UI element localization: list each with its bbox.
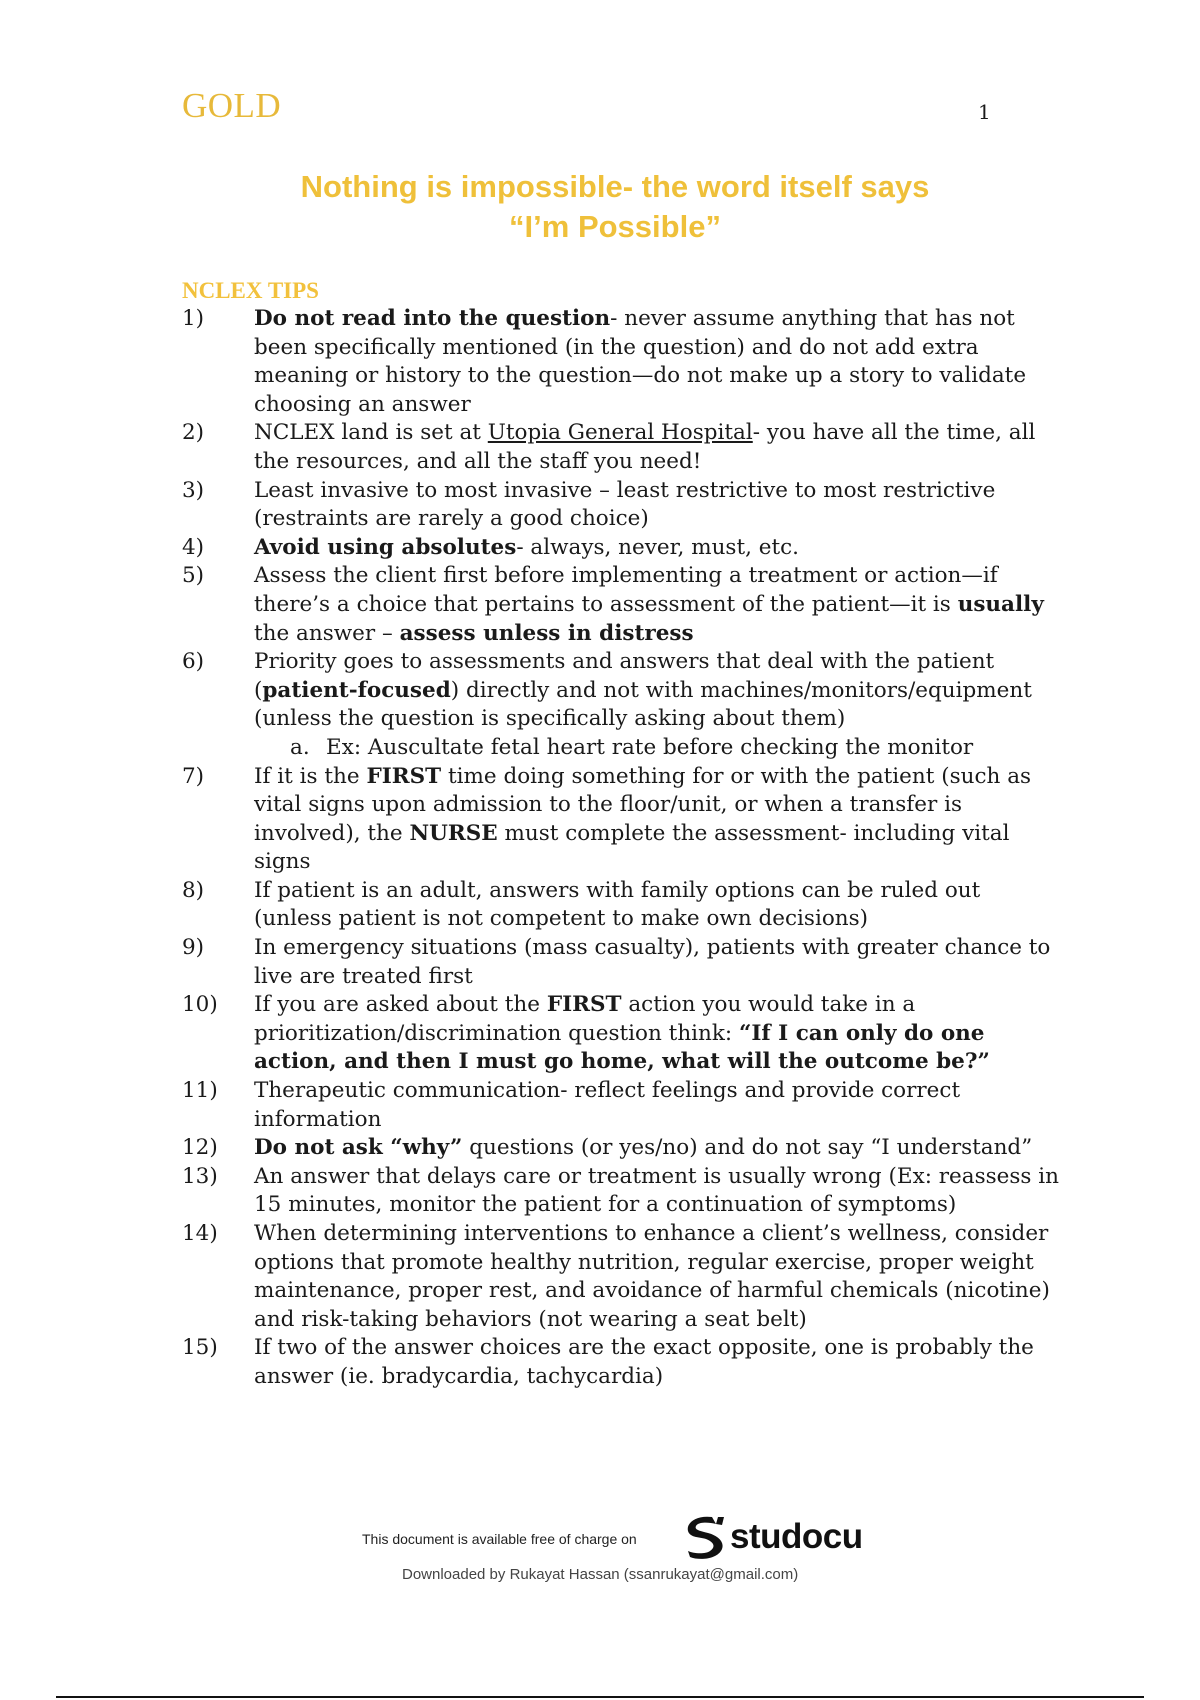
- footer-available-text: This document is available free of charge on: [362, 1531, 637, 1547]
- bottom-rule: [56, 1696, 1144, 1698]
- tip-item: [182, 763, 1062, 877]
- tip-emphasis: “If I can only do one action, and then I must go home, what will the outcome be?”: [254, 1020, 990, 1075]
- brand-header: GOLD: [182, 86, 282, 125]
- tip-text-run: - never assume anything that has not been specifically mentioned (in the question) and do not add extra meaning or history to the question—do not make up a story to validate choosing an answer: [254, 306, 1027, 417]
- tip-text: [254, 1078, 960, 1132]
- tip-number: 11): [182, 1078, 218, 1104]
- tip-number: 15): [182, 1335, 218, 1361]
- studocu-logo-text: studocu: [730, 1517, 863, 1556]
- tip-text-run: Assess the client first before implementing a treatment or action—if there’s a choice that pertains to assessment of the patient—it is: [254, 563, 998, 617]
- tip-text: [254, 1221, 1050, 1332]
- tip-item: [182, 934, 1062, 991]
- tip-number: 3): [182, 477, 205, 503]
- tip-text: [254, 420, 1035, 474]
- tip-sub-label: a.: [290, 734, 310, 760]
- tip-item: [182, 648, 1062, 762]
- tip-number: 10): [182, 992, 218, 1018]
- studocu-logo-icon: [682, 1513, 726, 1561]
- tip-sub-item: [290, 734, 1062, 763]
- tip-text-run: If you are asked about the: [254, 992, 547, 1018]
- tip-text-run: If two of the answer choices are the exact opposite, one is probably the answer (ie. bradycardia, tachycardia): [254, 1335, 1034, 1389]
- footer-downloaded-by: Downloaded by Rukayat Hassan (ssanrukayat@gmail.com): [402, 1566, 799, 1583]
- tip-text: [254, 306, 1026, 417]
- tip-emphasis: Do not ask “why”: [254, 1135, 463, 1161]
- tip-item: [182, 1134, 1062, 1163]
- tip-item: [182, 1220, 1062, 1334]
- tip-text-run: - always, never, must, etc.: [516, 534, 800, 560]
- tip-item: [182, 991, 1062, 1077]
- tip-text-run: must complete the assessment- including vital signs: [254, 820, 1010, 875]
- tip-text: [254, 1335, 1034, 1389]
- tip-number: 14): [182, 1221, 218, 1246]
- tip-sub-text: Ex: Auscultate fetal heart rate before checking the monitor: [326, 734, 974, 760]
- studocu-logo[interactable]: [682, 1513, 863, 1561]
- section-title: NCLEX TIPS: [182, 278, 319, 303]
- tip-text-run: When determining interventions to enhance a client’s wellness, consider options that promote healthy nutrition, regular exercise, proper weight maintenance, proper rest, and avoidance of harmful chemicals (nicotine) and risk-taking behaviors (not wearing a seat belt): [254, 1221, 1050, 1332]
- tip-item: [182, 877, 1062, 934]
- tip-item: [182, 562, 1062, 648]
- tip-text: [254, 649, 1032, 731]
- tips-list: [182, 305, 1062, 1392]
- tip-text: [254, 1135, 1032, 1160]
- tip-text-run: Therapeutic communication- reflect feelings and provide correct information: [254, 1078, 961, 1132]
- tip-text-run: ) directly and not with machines/monitors/equipment (unless the question is specifically asking about them): [254, 677, 1032, 732]
- tip-emphasis: patient-focused: [262, 677, 451, 703]
- tip-number: 12): [182, 1135, 218, 1161]
- tip-item: [182, 419, 1062, 476]
- tip-item: [182, 1163, 1062, 1220]
- tip-number: 7): [182, 763, 205, 789]
- tip-item: [182, 534, 1062, 563]
- tip-text-run: action you would take in a prioritization/discrimination question think:: [254, 992, 916, 1046]
- tip-emphasis: FIRST: [546, 992, 622, 1018]
- tip-underlined: Utopia General Hospital: [487, 420, 753, 446]
- tip-number: 4): [182, 534, 205, 560]
- tip-text-run: Priority goes to assessments and answers that deal with the patient (: [254, 649, 995, 703]
- quote-line-2: “I’m Possible”: [509, 209, 721, 244]
- motivational-quote: [150, 167, 1080, 247]
- quote-line-1: Nothing is impossible- the word itself says: [300, 169, 930, 204]
- tip-text: [254, 992, 990, 1074]
- tip-text: [254, 764, 1031, 875]
- tip-item: [182, 305, 1062, 419]
- tip-text: [254, 935, 1050, 989]
- tip-emphasis: Do not read into the question: [254, 306, 611, 331]
- tip-number: 5): [182, 563, 205, 589]
- tip-number: 13): [182, 1163, 218, 1189]
- tip-text-run: - you have all the time, all the resources, and all the staff you need!: [254, 420, 1036, 474]
- tip-text: [254, 878, 980, 932]
- tip-text: [254, 1164, 1059, 1218]
- page-number: 1: [978, 100, 991, 124]
- tip-emphasis: FIRST: [366, 763, 442, 789]
- tip-text-run: If patient is an adult, answers with family options can be ruled out (unless patient is not competent to make own decisions): [254, 877, 981, 932]
- tip-item: [182, 1077, 1062, 1134]
- tip-item: [182, 477, 1062, 534]
- tip-number: 8): [182, 877, 205, 903]
- tip-number: 2): [182, 420, 205, 446]
- tip-text-run: questions (or yes/no) and do not say “I understand”: [462, 1135, 1033, 1161]
- tip-emphasis: NURSE: [409, 820, 498, 846]
- tip-number: 6): [182, 649, 205, 675]
- tip-number: 1): [182, 306, 205, 331]
- tip-text-run: In emergency situations (mass casualty), patients with greater chance to live are treated first: [254, 935, 1051, 989]
- tip-text: [254, 478, 995, 532]
- tip-text: [254, 563, 1044, 645]
- tip-text-run: time doing something for or with the patient (such as vital signs upon admission to the floor/unit, or when a transfer is involved), the: [254, 763, 1032, 846]
- tip-sub-list: [254, 734, 1062, 763]
- tip-emphasis: Avoid using absolutes: [254, 534, 517, 560]
- tip-emphasis: assess unless in distress: [399, 620, 694, 646]
- tip-emphasis: usually: [957, 591, 1044, 617]
- tip-text-run: NCLEX land is set at: [254, 420, 488, 446]
- tip-text-run: the answer –: [254, 620, 400, 646]
- tip-text: [254, 535, 799, 560]
- tip-text-run: An answer that delays care or treatment is usually wrong (Ex: reassess in 15 minutes, monitor the patient for a continuation of symptoms): [254, 1163, 1060, 1218]
- tip-text-run: Least invasive to most invasive – least restrictive to most restrictive (restraints are rarely a good choice): [254, 477, 996, 532]
- tip-item: [182, 1334, 1062, 1391]
- tip-number: 9): [182, 935, 205, 961]
- tip-text-run: If it is the: [254, 763, 367, 789]
